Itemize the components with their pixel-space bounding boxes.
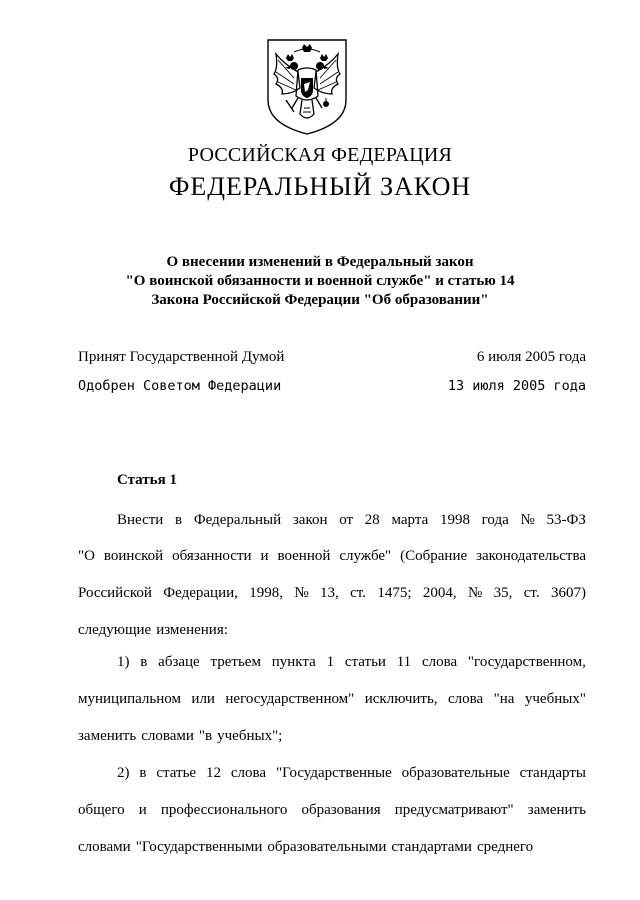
article-word: "государственном, xyxy=(467,654,586,670)
article-word: 53-ФЗ xyxy=(546,512,586,528)
article-word: 1 xyxy=(326,654,335,670)
article-word: статье xyxy=(156,765,197,781)
article-word: и xyxy=(260,548,269,564)
article-word: слова xyxy=(230,765,267,781)
article-word: от xyxy=(339,512,354,528)
article-word: 2) xyxy=(117,765,130,781)
article-word: ст. xyxy=(350,585,366,601)
article-word: № xyxy=(520,512,535,528)
article-word: учебных"; xyxy=(217,728,283,744)
article-word: 28 xyxy=(364,512,380,528)
article-word: марта xyxy=(391,512,429,528)
article-line xyxy=(117,510,586,530)
law-title-line: О внесении изменений в Федеральный закон xyxy=(166,254,474,270)
article-word: (Собрание xyxy=(400,548,468,564)
article-word: законодательства xyxy=(476,548,586,564)
article-word: или xyxy=(191,691,215,707)
article-word: негосударственном" xyxy=(225,691,355,707)
article-word: 1475; xyxy=(377,585,412,601)
article-word: общего xyxy=(78,802,125,818)
article-word: военной xyxy=(277,548,331,564)
article-word: Внести xyxy=(117,512,164,528)
article-line xyxy=(78,837,586,857)
article-word: образовательные xyxy=(401,765,510,781)
article-word: муниципальном xyxy=(78,691,181,707)
article-word: 12 xyxy=(206,765,221,781)
article-word: третьем xyxy=(210,654,261,670)
article-word: следующие xyxy=(78,622,152,638)
article-word: "в xyxy=(198,728,213,744)
article-line xyxy=(117,763,586,783)
article-word: в xyxy=(139,765,147,781)
article-word: слова xyxy=(421,654,458,670)
article-word: образования xyxy=(301,802,381,818)
article-word: № xyxy=(294,585,309,601)
article-word: "Государственными xyxy=(135,839,263,855)
article-word: исключить, xyxy=(364,691,438,707)
article-word: закон xyxy=(292,512,328,528)
article-word: 1998, xyxy=(249,585,283,601)
article-word: заменить xyxy=(78,728,137,744)
adoption-label: Одобрен Советом Федерации xyxy=(78,378,282,394)
article-word: слова xyxy=(448,691,484,707)
article-word: 2004, xyxy=(422,585,457,601)
adoption-date: 6 июля 2005 года xyxy=(476,349,586,365)
article-word: 11 xyxy=(396,654,412,670)
country-name: РОССИЙСКАЯ ФЕДЕРАЦИЯ xyxy=(187,144,453,166)
article-word: 35, xyxy=(493,585,513,601)
article-word: в xyxy=(140,654,148,670)
article-word: словами xyxy=(141,728,194,744)
article-word: среднего xyxy=(476,839,534,855)
article-line xyxy=(78,800,586,820)
article-heading: Статья 1 xyxy=(117,472,177,488)
article-word: в xyxy=(175,512,183,528)
adoption-label: Принят Государственной Думой xyxy=(78,349,285,365)
article-word: службе" xyxy=(339,548,392,564)
article-word: 3607) xyxy=(550,585,586,601)
article-word: обязанности xyxy=(172,548,252,564)
article-line xyxy=(78,546,586,566)
article-word: предусматривают" xyxy=(394,802,514,818)
article-line xyxy=(78,689,586,709)
article-word: ст. xyxy=(523,585,540,601)
article-word: абзаце xyxy=(158,654,200,670)
article-word: и xyxy=(138,802,147,818)
law-type-heading: ФЕДЕРАЛЬНЫЙ ЗАКОН xyxy=(168,172,472,201)
article-word: Федерации, xyxy=(163,585,238,601)
article-word: 1) xyxy=(117,654,130,670)
article-word: учебных" xyxy=(524,691,586,707)
article-word: воинской xyxy=(103,548,164,564)
law-title-line: Закона Российской Федерации "Об образовании" xyxy=(151,292,489,308)
article-word: "О xyxy=(78,548,95,564)
article-word: "Государственные xyxy=(275,765,392,781)
article-word: профессионального xyxy=(160,802,288,818)
article-word: 1998 xyxy=(439,512,470,528)
article-word: пункта xyxy=(271,654,316,670)
article-word: стандарты xyxy=(519,765,586,781)
article-line xyxy=(117,652,586,672)
article-word: Российской xyxy=(78,585,152,601)
article-word: заменить xyxy=(527,802,586,818)
article-line xyxy=(78,620,586,640)
article-word: образовательными xyxy=(267,839,387,855)
article-word: 13, xyxy=(320,585,339,601)
article-word: изменения: xyxy=(156,622,228,638)
article-line xyxy=(78,726,586,746)
article-word: Федеральный xyxy=(193,512,282,528)
adoption-date: 13 июля 2005 года xyxy=(447,378,586,394)
article-word: года xyxy=(481,512,509,528)
article-word: статьи xyxy=(344,654,386,670)
article-word: словами xyxy=(78,839,131,855)
law-title-line: "О воинской обязанности и военной службе" и статью 14 xyxy=(125,273,515,289)
article-word: № xyxy=(467,585,483,601)
article-body xyxy=(78,0,586,900)
article-word: стандартами xyxy=(391,839,472,855)
article-line xyxy=(78,583,586,603)
article-word: "на xyxy=(493,691,515,707)
